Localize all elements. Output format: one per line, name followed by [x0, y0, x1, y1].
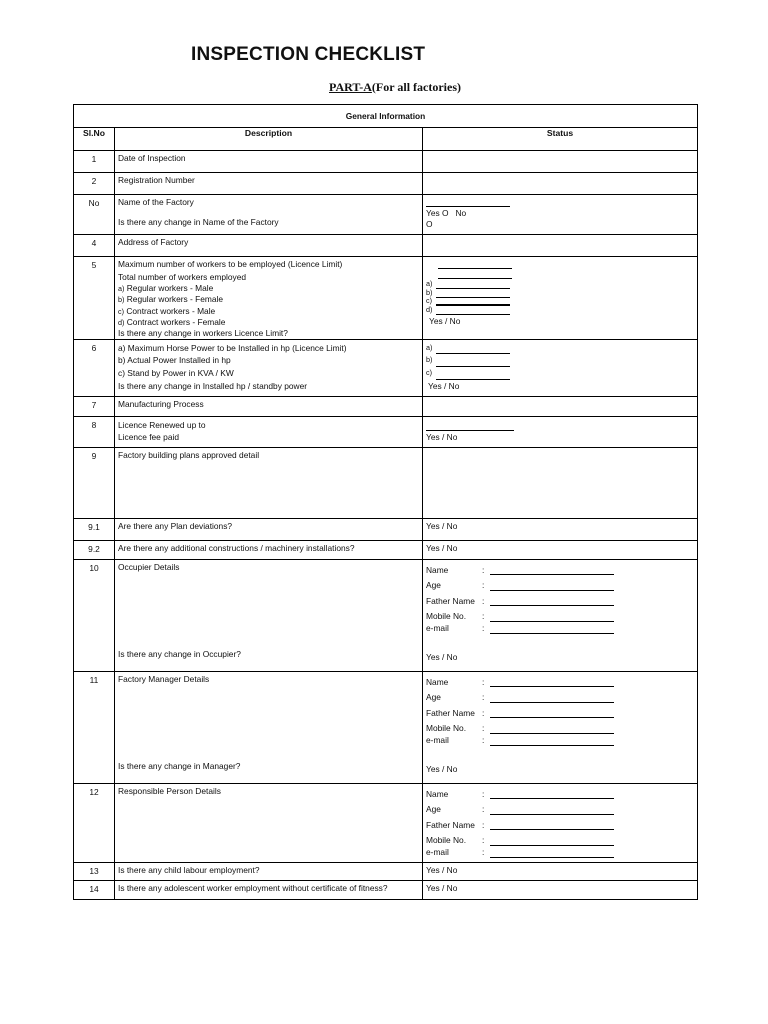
row-description: c) Stand by Power in KVA / KW	[118, 368, 234, 379]
answer-line[interactable]	[436, 358, 510, 367]
yes-no-option[interactable]: Yes / No	[426, 432, 458, 443]
answer-line[interactable]	[436, 306, 510, 315]
table-row	[74, 235, 698, 257]
row-description: Regular workers - Male	[126, 282, 214, 293]
row-description: Is there any adolescent worker employment without certificate of fitness?	[115, 880, 423, 899]
mobile-field[interactable]	[490, 837, 614, 846]
table-row: 11 Factory Manager Details Is there any change in Manager? Name : Age : Father Name : Mobile No. : e-mail : Yes / No	[74, 671, 698, 783]
status-cell[interactable]	[423, 173, 698, 195]
table-row	[74, 416, 698, 447]
answer-line[interactable]	[426, 422, 514, 431]
table-row	[74, 195, 698, 235]
row-description: Are there any Plan deviations?	[115, 518, 423, 540]
row-description: Occupier Details	[118, 561, 180, 572]
row-description: Is there any child labour employment?	[115, 862, 423, 880]
row-description: Registration Number	[115, 173, 423, 195]
inspection-table	[73, 104, 698, 900]
section-header: General Information	[74, 105, 698, 128]
email-field[interactable]	[490, 737, 614, 746]
row-description: Maximum number of workers to be employed (Licence Limit)	[118, 259, 343, 269]
row-number: 9	[74, 447, 115, 518]
yes-no-option[interactable]: Yes / No	[423, 518, 698, 540]
yes-no-option[interactable]: Yes / No	[423, 862, 698, 880]
row-number: 13	[74, 862, 115, 880]
row-description: Are there any additional constructions / machinery installations?	[115, 540, 423, 559]
row-description: Factory building plans approved detail	[115, 447, 423, 518]
status-cell[interactable]	[423, 235, 698, 257]
part-note: (For all factories)	[371, 80, 461, 94]
yes-option[interactable]: Yes O	[426, 208, 449, 219]
table-row	[74, 173, 698, 195]
col-header-status: Status	[423, 128, 698, 151]
row-number: No	[74, 195, 115, 235]
row-number: 9.1	[74, 518, 115, 540]
row-number: 8	[74, 416, 115, 447]
row-description: Contract workers - Female	[126, 317, 226, 328]
name-field[interactable]	[490, 790, 614, 799]
table-row	[74, 540, 698, 559]
part-label: PART-A	[329, 80, 372, 94]
mobile-field[interactable]	[490, 613, 614, 622]
row-description: Name of the Factory	[118, 197, 194, 207]
table-row	[74, 151, 698, 173]
status-cell[interactable]	[423, 151, 698, 173]
yes-no-option[interactable]: Yes / No	[423, 540, 698, 559]
table-row	[74, 396, 698, 416]
age-field[interactable]	[490, 694, 614, 703]
no-option[interactable]: No	[455, 208, 467, 219]
yes-no-option[interactable]: Yes / No	[423, 880, 698, 899]
name-field[interactable]	[490, 566, 614, 575]
row-number: 14	[74, 880, 115, 899]
table-row: 5 Maximum number of workers to be employed (Licence Limit) Total number of workers employed a) Regular workers - Male b) Regular workers - Female c) Contract workers - Male d) Contract workers - Female Is there any change in workers Licence Limit? a) b) c) d) Yes / No	[74, 257, 698, 340]
table-row	[74, 862, 698, 880]
yes-no-option[interactable]: Yes / No	[429, 315, 461, 326]
answer-line[interactable]	[436, 371, 510, 380]
table-row: 6 a) Maximum Horse Power to be Installed in hp (Licence Limit) b) Actual Power Installed in hp c) Stand by Power in KVA / KW Is there any change in Installed hp / standby power a) b) c) Yes / No	[74, 339, 698, 396]
row-description: Is there any change in workers Licence Limit?	[118, 328, 288, 339]
row-description: Date of Inspection	[115, 151, 423, 173]
table-row: 12 Responsible Person Details Name : Age : Father Name : Mobile No. : e-mail :	[74, 783, 698, 862]
row-number: 12	[74, 783, 115, 862]
row-description: Contract workers - Male	[126, 305, 216, 316]
father-name-field[interactable]	[490, 821, 614, 830]
email-field[interactable]	[490, 849, 614, 858]
mobile-field[interactable]	[490, 725, 614, 734]
radio-icon[interactable]: O	[426, 218, 433, 229]
row-description: Factory Manager Details	[118, 673, 210, 684]
row-description: a) Maximum Horse Power to be Installed in hp (Licence Limit)	[118, 342, 347, 353]
table-row	[74, 447, 698, 518]
answer-line[interactable]	[436, 345, 510, 354]
row-number: 7	[74, 396, 115, 416]
row-description: Regular workers - Female	[126, 294, 224, 305]
status-cell[interactable]	[423, 447, 698, 518]
table-row	[74, 518, 698, 540]
row-number: 6	[74, 339, 115, 396]
email-field[interactable]	[490, 625, 614, 634]
row-description: Is there any change in Manager?	[118, 761, 241, 772]
row-description: Responsible Person Details	[115, 783, 423, 862]
father-name-field[interactable]	[490, 709, 614, 718]
page-subtitle	[329, 80, 461, 95]
row-description: Is there any change in Name of the Factory	[118, 217, 279, 228]
row-number: 2	[74, 173, 115, 195]
row-description: Manufacturing Process	[115, 396, 423, 416]
yes-no-option[interactable]: Yes / No	[426, 763, 458, 774]
row-description: Total number of workers employed	[118, 272, 247, 283]
row-description: Licence fee paid	[118, 432, 179, 443]
row-description: b) Actual Power Installed in hp	[118, 355, 231, 366]
age-field[interactable]	[490, 806, 614, 815]
row-number: 11	[74, 671, 115, 783]
row-number: 4	[74, 235, 115, 257]
status-cell[interactable]	[423, 396, 698, 416]
father-name-field[interactable]	[490, 597, 614, 606]
yes-no-option[interactable]: Yes / No	[428, 380, 460, 391]
table-row	[74, 880, 698, 899]
yes-no-option[interactable]: Yes / No	[426, 651, 458, 662]
page-title: INSPECTION CHECKLIST	[191, 44, 426, 65]
row-number: 9.2	[74, 540, 115, 559]
row-description: Is there any change in Occupier?	[118, 649, 241, 660]
row-number: 5	[74, 257, 115, 340]
name-field[interactable]	[490, 678, 614, 687]
table-row: 10 Occupier Details Is there any change in Occupier? Name : Age : Father Name : Mobile No. : e-mail : Yes / No	[74, 559, 698, 671]
row-description: Licence Renewed up to	[118, 419, 206, 430]
row-description: Is there any change in Installed hp / standby power	[118, 380, 308, 391]
col-header-description: Description	[115, 128, 423, 151]
answer-line[interactable]	[426, 198, 510, 207]
row-description: Address of Factory	[115, 235, 423, 257]
row-number: 10	[74, 559, 115, 671]
row-number: 1	[74, 151, 115, 173]
col-header-slno: Sl.No	[74, 128, 115, 151]
age-field[interactable]	[490, 582, 614, 591]
